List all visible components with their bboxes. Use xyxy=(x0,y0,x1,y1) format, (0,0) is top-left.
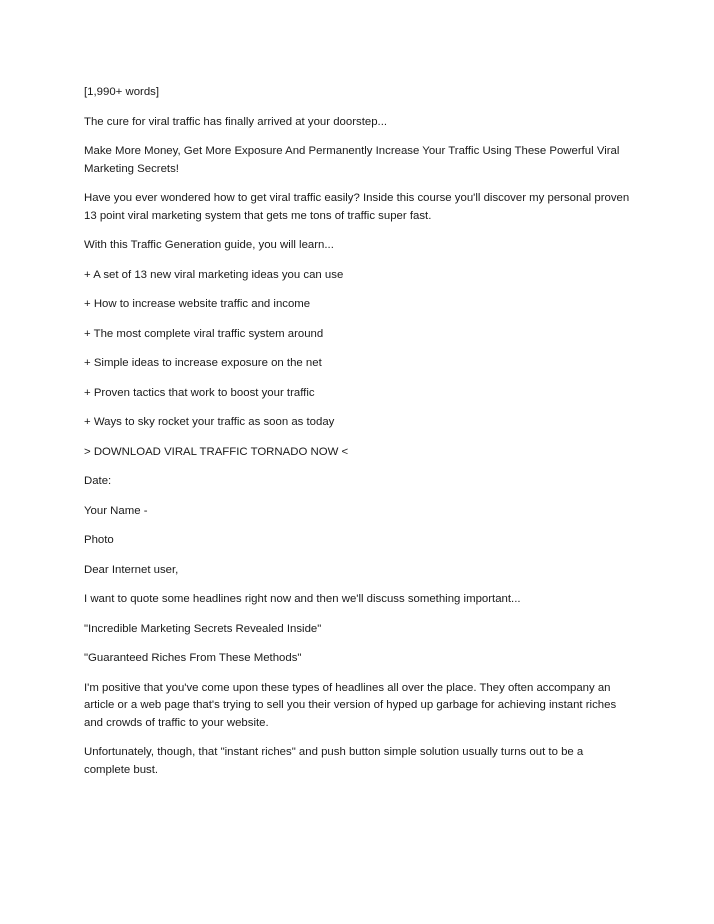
quote-headline: "Guaranteed Riches From These Methods" xyxy=(84,652,302,664)
bullet-item: + Ways to sky rocket your traffic as soon as today xyxy=(84,416,335,428)
quote-headline: "Incredible Marketing Secrets Revealed Inside" xyxy=(84,622,322,635)
salutation: Dear Internet user, xyxy=(84,563,179,576)
word-count: [1,990+ words] xyxy=(84,86,160,98)
bullet-item: + A set of 13 new viral marketing ideas you can use xyxy=(84,268,344,281)
date-label: Date: xyxy=(84,475,112,487)
positive-paragraph: I'm positive that you've come upon these types of headlines all over the place. They often accompany an article or a web page that's trying to sell you their version of hyped up garbage for achieving instant riches and crowds of traffic to your website. xyxy=(84,681,617,729)
question-paragraph: Have you ever wondered how to get viral traffic easily? Inside this course you'll discover my personal proven 13 point viral marketing system that gets me tons of traffic super fast. xyxy=(84,192,630,222)
learn-intro-paragraph: With this Traffic Generation guide, you will learn... xyxy=(84,239,334,251)
name-label: Your Name - xyxy=(84,504,148,517)
bullet-item: + The most complete viral traffic system around xyxy=(84,327,324,340)
bullet-item: + Proven tactics that work to boost your traffic xyxy=(84,386,315,399)
bullet-item: + Simple ideas to increase exposure on the net xyxy=(84,357,322,369)
headline-paragraph: Make More Money, Get More Exposure And Permanently Increase Your Traffic Using These Powerful Viral Marketing Secrets! xyxy=(84,145,620,175)
intro-paragraph: The cure for viral traffic has finally arrived at your doorstep... xyxy=(84,115,388,128)
photo-label: Photo xyxy=(84,534,114,546)
download-cta: > DOWNLOAD VIRAL TRAFFIC TORNADO NOW < xyxy=(84,445,349,458)
document-page xyxy=(84,84,632,791)
quote-intro-paragraph: I want to quote some headlines right now and then we'll discuss something important... xyxy=(84,593,521,605)
bullet-item: + How to increase website traffic and income xyxy=(84,298,311,310)
unfortunately-paragraph: Unfortunately, though, that "instant riches" and push button simple solution usually turns out to be a complete bust. xyxy=(84,746,584,776)
